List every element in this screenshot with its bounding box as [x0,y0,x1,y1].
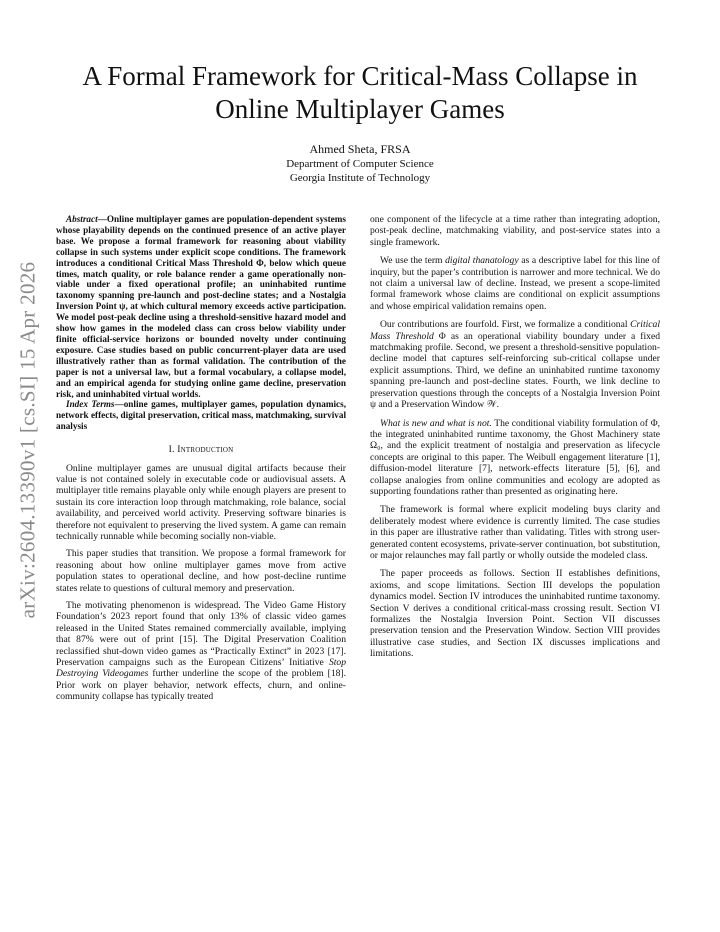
author-institution: Georgia Institute of Technology [289,172,431,184]
author-block [0,142,720,185]
left-column [56,214,346,709]
index-terms-dash: — [114,399,124,410]
author-name: Ahmed Sheta, FRSA [309,142,411,156]
intro-paragraph-novelty: What is new and what is not. The conditional viability formulation of Φ, the integrated uninhabited runtime taxonomy, the Ghost Machinery state Ω₀, and the explicit treatment of nostalgia and preservation as lifecycle concepts are original to this paper. The Weibull engagement literature [1], diffusion-model literature [7], network-effects literature [5], [6], and collapse analogies from online communities and ecology are adopted as supporting foundations rather than presented as originating here. [370,417,660,497]
title-line-2: Online Multiplayer Games [215,94,505,124]
abstract-text: Online multiplayer games are population-dependent systems whose playability depends on the continued presence of an active player base. We propose a formal framework for reasoning about viability collapse in such systems under explicit scope conditions. The framework introduces a conditional Critical Mass Threshold Φ, below which queue times, match quality, or role balance render a game operationally non-viable under a fixed operational profile; an uninhabited runtime taxonomy spanning pre-launch and post-decline states; and a Nostalgia Inversion Point ψ, at which cultural memory exceeds active participation. We model post-peak decline using a threshold-sensitive hazard model and show how games in the modeled class can cross below viability under finite official-service horizons or bounded novelty under continuing exposure. Case studies based on public concurrent-player data are used illustratively rather than as formal validation. The contribution of the paper is not a universal law, but a formal vocabulary, a collapse model, and an empirical agenda for studying online game decline, preservation risk, and uninhabited virtual worlds. [56,214,346,399]
intro-paragraph-contributions: Our contributions are fourfold. First, we formalize a conditional Critical Mass Threshold Φ as an operational viability boundary under a fixed matchmaking profile. Second, we present a threshold-sensitive population-decline model that captures self-reinforcing sub-critical collapse under explicit assumptions. Third, we define an uninhabited runtime taxonomy spanning pre-launch and post-decline states. Fourth, we link decline to preservation questions through the concepts of a Nostalgia Inversion Point ψ and a Preservation Window 𝒲. [370,319,660,411]
intro-paragraph-3-continued: one component of the lifecycle at a time rather than integrating adoption, post-peak decline, matchmaking viability, and post-service states into a single framework. [370,214,660,248]
intro-paragraph-1: Online multiplayer games are unusual digital artifacts because their value is not contained solely in executable code or audiovisual assets. A multiplayer title remains playable only while enough players are present to sustain its core interaction loop through matchmaking, role balance, social availability, and perceived world activity. Preserving software binaries is therefore not equivalent to preserving the lived system. A game can remain technically runnable while becoming socially non-viable. [56,462,346,542]
term-digital-thanatology: digital thanatology [445,255,519,267]
abstract-label: Abstract [66,214,98,224]
index-terms-label: Index Terms [66,399,115,410]
arxiv-identifier-stamp [8,240,48,640]
term-critical-mass-threshold: Critical Mass Threshold [370,319,660,342]
intro-paragraph-4: We use the term digital thanatology as a descriptive label for this line of inquiry, but the paper’s contribution is narrower and more technical. We do not claim a universal law of decline. Instead, we present a scope-limited formal framework whose claims are conditional on explicit assumptions and whose empirical validation remains open. [370,255,660,312]
title-line-1: A Formal Framework for Critical-Mass Collapse in [82,61,638,91]
intro-paragraph-outline: The paper proceeds as follows. Section II establishes definitions, axioms, and scope limitations. Section III develops the population dynamics model. Section IV introduces the uninhabited runtime taxonomy. Section V derives a conditional critical-mass crossing result. Section VI formalizes the Nostalgia Inversion Point. Section VII discusses preservation tension and the Preservation Window. Section VIII provides illustrative case studies, and Section IX discusses implications and limitations. [370,568,660,660]
intro-paragraph-2: This paper studies that transition. We propose a formal framework for reasoning about how online multiplayer games move from active population states to operational decline, and how post-decline runtime states relate to questions of cultural memory and preservation. [56,548,346,594]
paper-title [0,60,720,126]
index-terms [56,399,346,432]
author-department: Department of Computer Science [286,158,434,170]
arxiv-id-text: arXiv:2604.13390v1 [cs.SI] 15 Apr 2026 [15,261,40,619]
abstract-dash: — [97,214,107,224]
right-column [370,214,660,667]
section-heading-introduction [56,444,346,455]
section-numeral: I. [168,444,175,456]
abstract [56,214,346,399]
intro-paragraph-3: The motivating phenomenon is widespread. The Video Game History Foundation’s 2023 report found that only 13% of classic video games released in the United States remained commercially available, implying that 87% were out of print [15]. The Digital Preservation Coalition reclassified shut-down video games as “Practically Extinct” in 2023 [17]. Preservation campaigns such as the European Citizens’ Initiative Stop Destroying Videogames further underline the scope of the problem [18]. Prior work on player behavior, network effects, churn, and online-community collapse has typically treated [56,600,347,703]
intro-paragraph-scope: The framework is formal where explicit modeling buys clarity and deliberately modest where evidence is currently limited. The case studies in this paper are illustrative rather than validating. Titles with strong user-generated content ecosystems, private-server continuation, bot substitution, or major relaunches may fall partly or wholly outside the modeled class. [370,504,660,561]
section-title: Introduction [177,444,234,456]
index-terms-text: online games, multiplayer games, population dynamics, network effects, digital preservation, critical mass, matchmaking, survival analysis [56,399,346,432]
novelty-lead: What is new and what is not. [380,417,492,429]
campaign-name: Stop Destroying Videogames [56,657,346,680]
